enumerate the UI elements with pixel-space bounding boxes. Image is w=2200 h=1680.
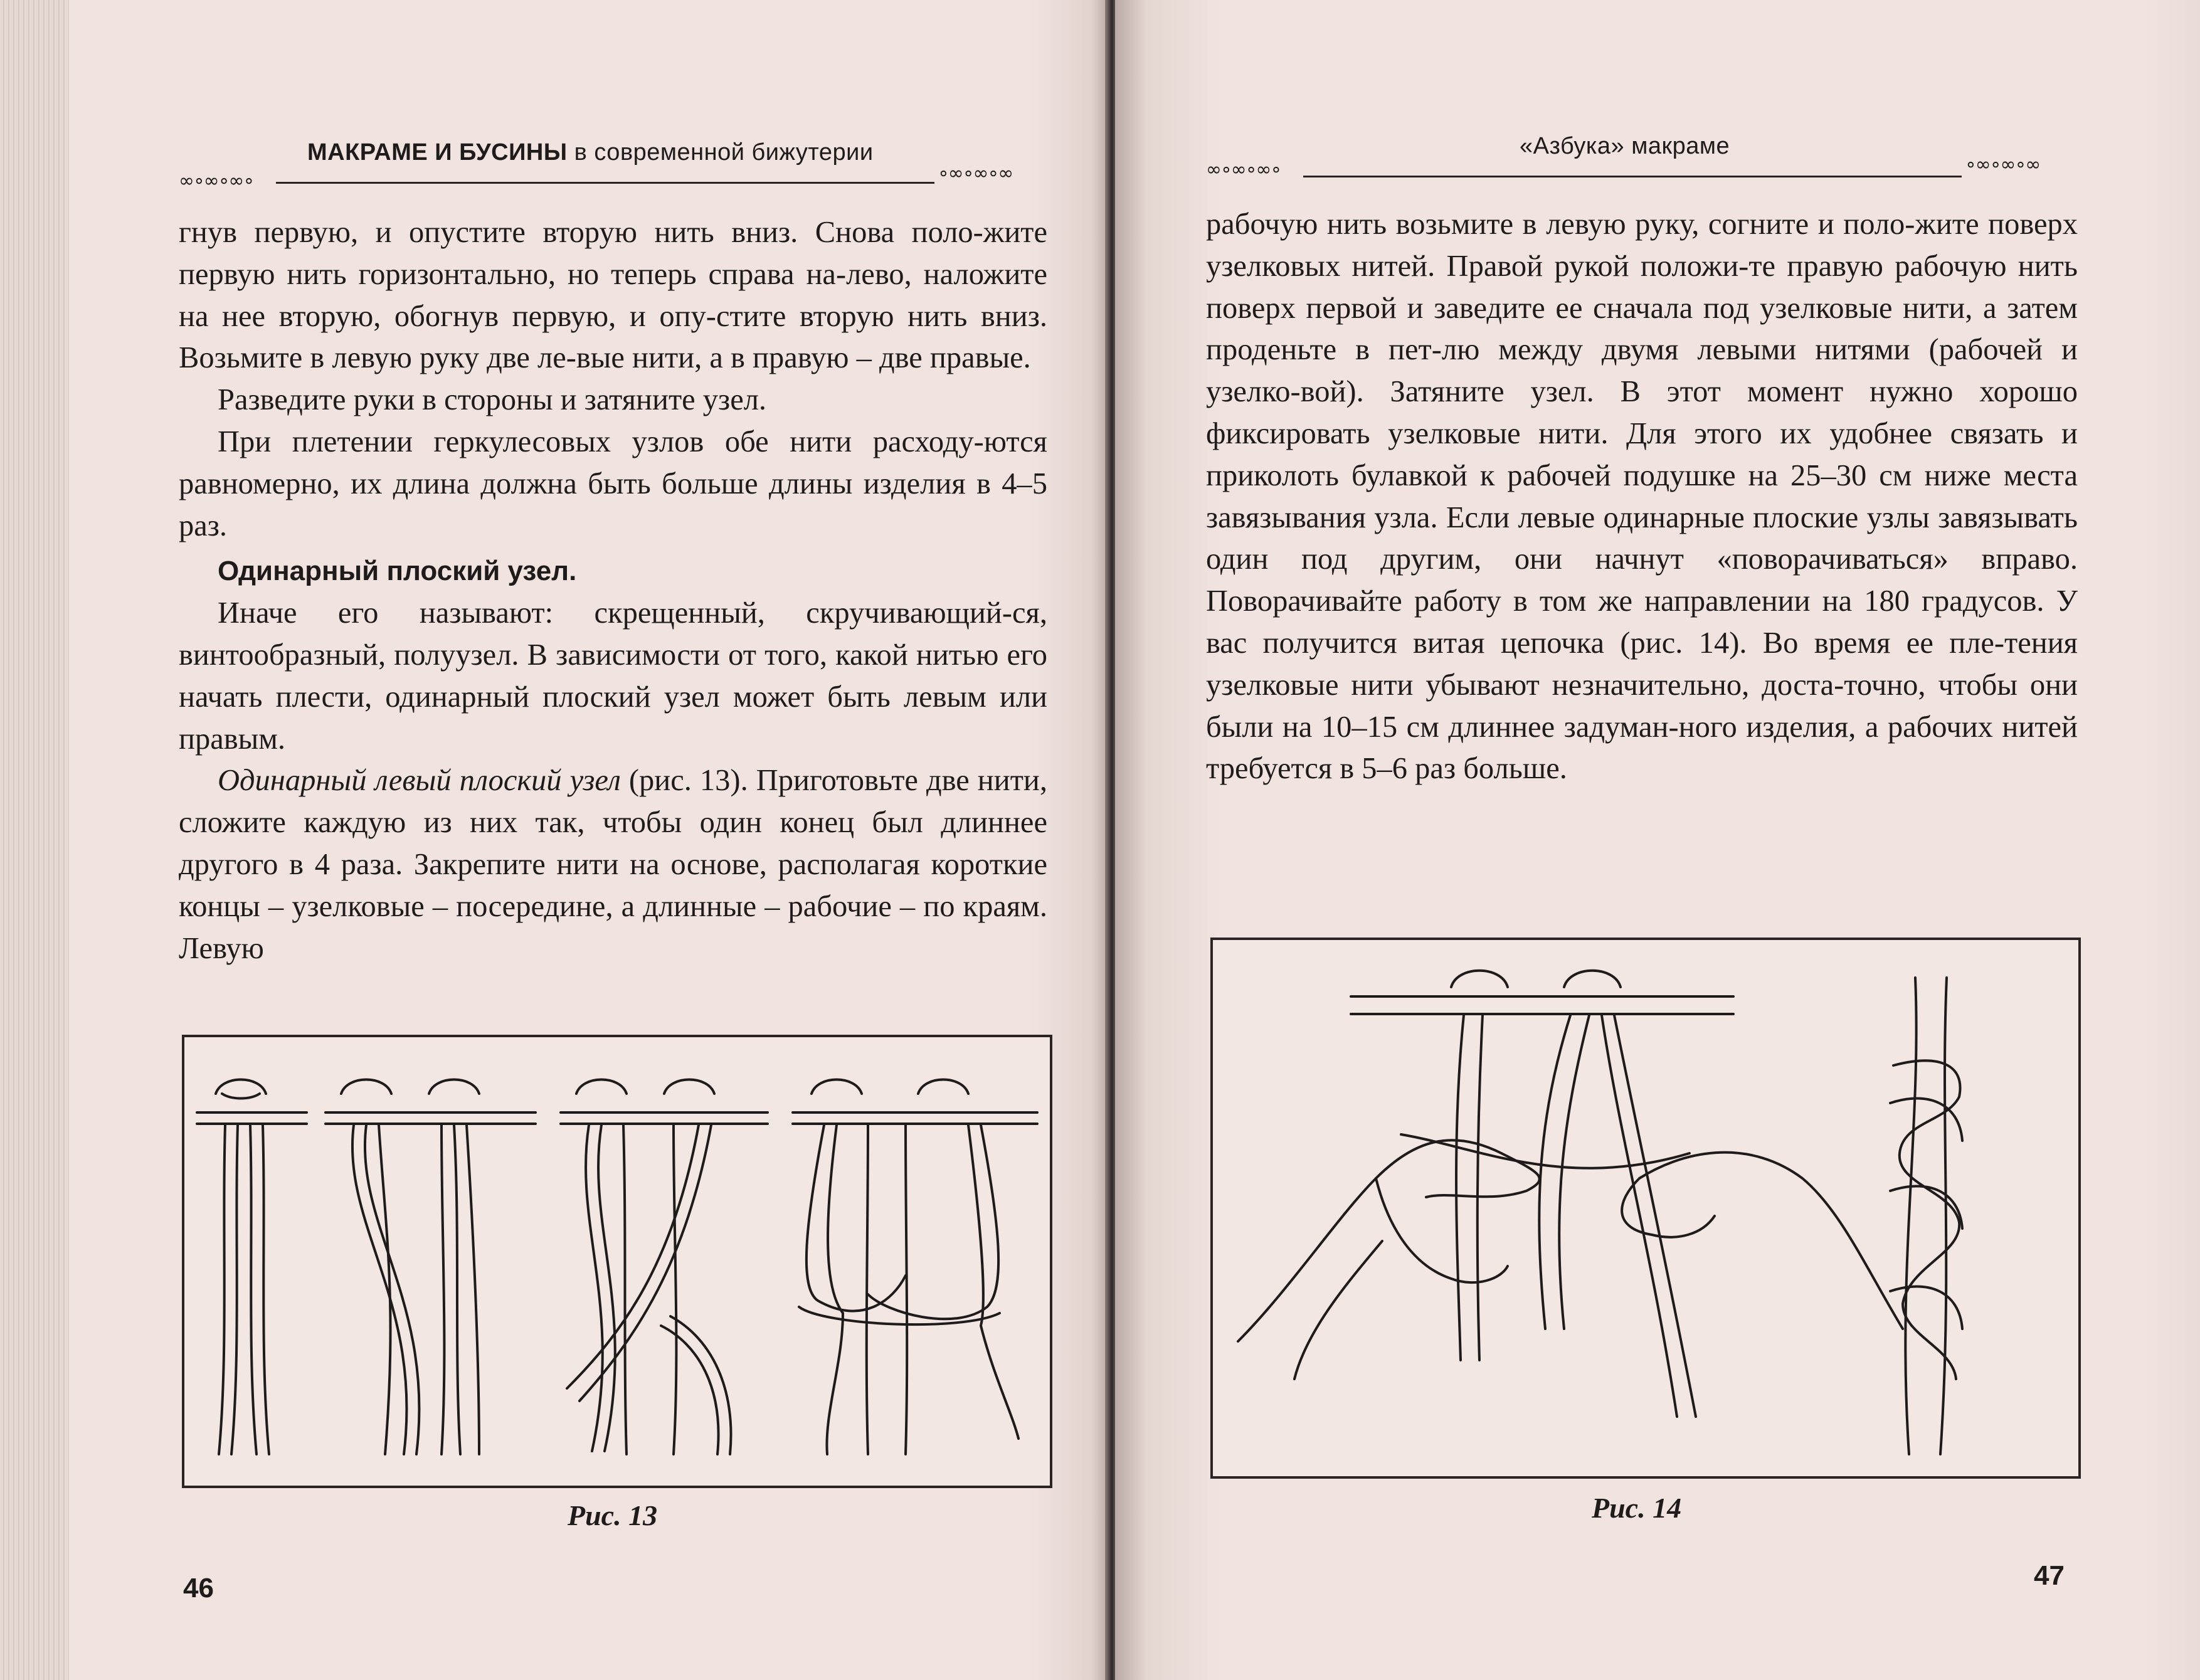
running-head-bold: МАКРАМЕ И БУСИНЫ	[307, 139, 568, 166]
figure-13-caption: Рис. 13	[568, 1499, 658, 1531]
hands-tying-knot-illustration	[1213, 940, 2078, 1476]
left-text-block	[179, 212, 1047, 969]
ornament-left: ∞∘∞∘∞∘	[179, 170, 254, 192]
ornament-left: ∞∘∞∘∞∘	[1206, 159, 1281, 181]
header-rule	[276, 182, 934, 184]
running-head: «Азбука» макраме	[1520, 133, 1730, 159]
ornament-right: ∘∞∘∞∘∞	[938, 162, 1013, 184]
paragraph: гнув первую, и опустите вторую нить вниз. Снова поло-жите первую нить горизонтально, но теперь справа на-лево, наложите на нее вторую, обогнув первую, и опу-стите вторую нить вниз. Возьмите в левую руку две ле-вые нити, а в правую – две правые.	[179, 216, 1047, 375]
page-number: 47	[2034, 1560, 2065, 1591]
paragraph: Разведите руки в стороны и затяните узел.	[218, 383, 767, 417]
ornament-right: ∘∞∘∞∘∞	[1965, 154, 2040, 176]
header-rule	[1303, 176, 1962, 177]
figure-14-caption: Рис. 14	[1592, 1492, 1682, 1524]
paragraph: рабочую нить возьмите в левую руку, согните и поло-жите поверх узелковых нитей. Правой рукой положи-те правую рабочую нить поверх первой и заведите ее сначала под узелковые нити, а затем проденьте в пет-лю между двумя левыми нитями (рабочей и узелко-вой). Затяните узел. В этот момент нужно хорошо фиксировать узелковые нити. Для этого их удобнее связать и приколоть булавкой к рабочей подушке на 25–30 см ниже места завязывания узла. Если левые одинарные плоские узлы завязывать один под другим, они начнут «поворачиваться» вправо. Поворачивайте работу в том же направлении на 180 градусов. У вас получится витая цепочка (рис. 14). Во время ее пле-тения узелковые нити убывают незначительно, доста-точно, чтобы они были на 10–15 см длиннее задуман-ного изделия, а рабочих нитей требуется в 5–6 раз больше.	[1206, 208, 2078, 786]
running-head	[307, 139, 874, 166]
figure-13-frame	[182, 1035, 1052, 1488]
paragraph	[179, 760, 1047, 969]
right-text-block	[1206, 204, 2078, 790]
right-page	[1115, 0, 2200, 1680]
macrame-knot-sequence-illustration	[184, 1037, 1050, 1486]
paragraph: Иначе его называют: скрещенный, скручивающий-ся, винтообразный, полуузел. В зависимости от того, какой нитью его начать плести, одинарный плоский узел может быть левым или правым.	[179, 596, 1047, 756]
page-edge	[0, 0, 69, 1680]
page-number: 46	[183, 1573, 214, 1603]
running-head-rest: в современной бижутерии	[567, 139, 874, 166]
figure-14-frame	[1210, 938, 2081, 1479]
italic-term: Одинарный левый плоский узел	[218, 764, 621, 798]
paragraph-continuation: (рис. 13). Приготовьте две нити, сложите каждую из них так, чтобы один конец был длиннее другого в 4 раза. Закрепите нити на основе, располагая короткие концы – узелковые – посередине, а длинные – рабочие – по краям. Левую	[179, 764, 1047, 965]
section-heading: Одинарный плоский узел.	[218, 556, 577, 587]
paragraph: При плетении геркулесовых узлов обе нити расходу-ются равномерно, их длина должна быть больше длины изделия в 4–5 раз.	[179, 425, 1047, 542]
